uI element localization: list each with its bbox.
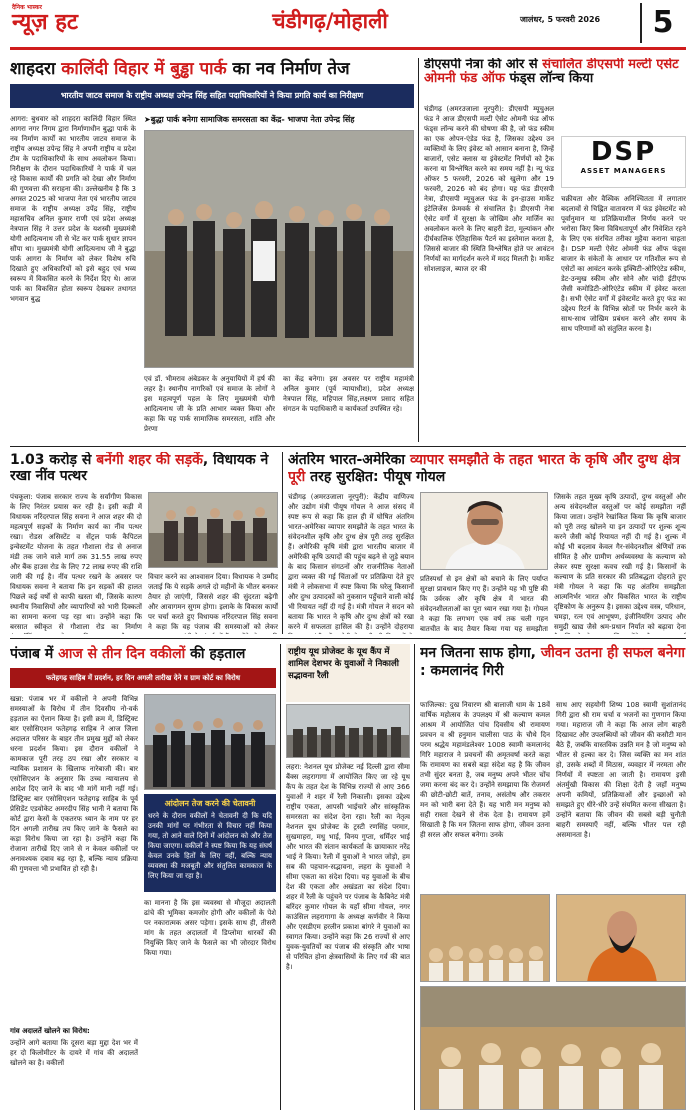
rally-illustration — [287, 705, 410, 758]
body: लहरा: नेशनल यूथ प्रोजेक्ट नई दिल्ली द्वारा सीमा बैंक्स लहरागागा में आयोजित किए जा रहे यूथ कैंप के तहत देश के विभिन्न राज्यों से आए 366 युवाओं ने शहर में रैली निकाली। इसका उद्देश्य राष्ट्रीय एकता, आपसी भाईचारे और सांस्कृतिक समरसता का संदेश देना रहा। रैली का नेतृत्व नेशनल यूथ प्रोजेक्ट के ट्रस्टी रणसिंह परमार, सुखमाहरा, मधु भाई, विनय गुप्ता, धर्मिंदर भाई और भारत की संतान कार्यकर्ता के छायाकार नरेंद्र भाई ने किया। रैली में युवाओं ने भारत जोड़ो, हम सब की पहचान-सद्भावना, लहरा के युवाओं ने सीमा एकता का संदेश दिया। यह युवाओं के बीच देश की एकता और अखंडता का संदेश दिया। शहर में रैली के पहुंचने पर पंजाब के कैबिनेट मंत्री बरिंदर कुमार गोयल के यहाँ सीमा गोयल, नगर काउंसिल लहरागागा के अध्यक्ष कर्णवीर ने किया और एसडीएम हरलीन प्रकाश बांगरे ने युवाओं का स्वागत किया। उन्होंने कहा कि 26 राज्यों से आए युवक-युवतियों का पंजाब की संस्कृति और भाषा से परिचित होना क्षेत्रवासियों के लिए गर्व की बात है। — [286, 763, 410, 971]
headline-part: अंतरिम भारत-अमेरिका — [288, 452, 410, 468]
headline-highlight: जीवन उतना ही सफल बनेगा — [540, 645, 686, 661]
congregation-illustration — [421, 895, 550, 982]
guru-portrait-photo — [556, 894, 686, 982]
dsp-logo-sub: ASSET MANAGERS — [580, 167, 667, 175]
ceremony-illustration — [149, 493, 278, 568]
headline-highlight: कालिंदी विहार में बुड्ढा पार्क — [61, 59, 227, 79]
body-col2: विचार करने का आश्वासन दिया। विधायक ने उम्मीद जताई कि ये सड़कें अगले दो महीनों के भीतर बनकर तैयार हो जाएंगी, जिससे शहर की सुंदरता बढ़ेगी और आवागमन सुगम होगा। इलाके के विकास कार्यों पर चर्चा करते हुए विधायक नरिंदरपाल सिंह सवना ने कहा कि वह पंजाब की समस्याओं को लेकर — [148, 573, 278, 631]
story-roads — [10, 452, 278, 634]
body-col3: का केंद्र बनेगा। इस अवसर पर राष्ट्रीय महामंत्री अनिल कुमार (पूर्व न्यायाधीश), प्रदेश अध्यक्ष नेत्रपाल सिंह, महिपाल सिंह,लक्ष्मण प्रसाद सहित संगठन के पदाधिकारी व कार्यकर्ता उपस्थित रहे। — [283, 375, 414, 413]
headline — [424, 58, 686, 100]
piyush-goyal-photo — [420, 492, 548, 570]
headline-highlight: संचालित डीएसपी मल्टी एसेट ओमनी फंड ऑफ — [424, 58, 679, 86]
portrait-illustration — [421, 493, 548, 570]
headline-highlight: व्यापार समझौते के तहत भारत के कृषि और दुग्ध क्षेत्र पूरी — [288, 452, 681, 485]
column-divider — [280, 644, 281, 1110]
dateline: जालंधर, 5 फरवरी 2026 — [520, 15, 601, 24]
headline: राष्ट्रीय यूथ प्रोजेक्ट के यूथ कैंप में शामिल देशभर के युवाओं ने निकाली सद्भावना रैली — [286, 644, 410, 702]
story-dsp-fund — [424, 58, 686, 442]
body-col2: प्रतिस्पर्धा से इन क्षेत्रों को बचाने के लिए पर्याप्त सुरक्षा प्रावधान किए गए हैं। उन्होंने यह भी पुष्टि की कि उर्वरक और कृषि क्षेत्र में भारत की संवेदनशीलताओं का पूरा ध्यान रखा गया है। गोयल ने कहा कि लगभग एक वर्ष तक चली गहन बातचीत के बाद तैयार किया गया यह समझौता — [420, 575, 548, 633]
headline — [10, 58, 414, 80]
body-col2: चक्रीयता और वैश्विक अनिश्चितता में लगातार बदलावों से चिह्नित वातावरण में फंड इंवेस्टमेंट को पूर्वानुमान या प्रतिक्रियाशील निर्णय करने पर भरोसा किए बिना विविधतापूर्ण और निवेशित रहने के लिए एक संरचित तरीका मुहैया कराना चाहता है। DSP मल्टी ऐसेट ओमनी फंड ऑफ फंड्स बाजार के संकेतों के आधार पर गतिशील रूप से एसेटों का आवंटन करके इक्विटी-ओरिएंटेड स्कीम, डेट-उन्मुख स्कीम और सोने और चांदी ईटीएफ जैसी कमोडिटी-ओरिएंटेड स्कीम में इंवेस्ट करता है। सभी ऐसेट वर्गों में इंवेस्टमेंट करते हुए फंड का उद्देश्य रिटर्न के विभिन्न स्रोतों पर निर्भर करने के साथ-साथ जोखिम प्रबंधन करने और समय के साथ परिणामों को संतुलित करना है। — [561, 195, 686, 333]
headline-highlight: बनेंगी शहर की सड़कें — [96, 452, 203, 468]
devotees-illustration — [421, 987, 686, 1110]
body-col2: का मानना है कि इस व्यवस्था से मौजूदा अदालती ढांचे की भूमिका कमजोर होगी और वकीलों के पेशे पर नकारात्मक असर पड़ेगा। इसके साथ ही, तीसरी मांग के तहत अदालतों में डिप्लोमा धारकों की नियुक्ति किए जाने के फैसले का भी जोरदार विरोध किया गया। — [144, 899, 276, 957]
headline-part: की हड़ताल — [185, 646, 246, 662]
column-divider — [282, 452, 283, 634]
story-buddha-park — [10, 58, 414, 442]
masthead-logo-small: दैनिक भास्कर — [12, 4, 42, 11]
body-col1: फाजिल्का: दुख निवारण श्री बालाजी धाम के 18वें वार्षिक महोत्सव के उपलक्ष्य में श्री कल्याण कमल आश्रम में आयोजित पांच दिवसीय श्री रामायण प्रवचन व श्री हनुमान चालीसा पाठ के चौथे दिन परम श्रद्धेय महामंडलेश्वर 1008 स्वामी कमलानंद गिरि महाराज ने प्रवचनों की अमृतवर्षा करते कहा कि रामायण का सबसे बड़ा संदेश यह है कि जीवन तभी सुंदर बनता है, जब मनुष्य अपने भीतर चोंच जमा करना बंद कर दे। उन्होंने समझाया कि रोजमर्रा की छोटी-छोटी बातें, तनाव, असंतोष और तकरार मन को भारी बना देते हैं। यह भारी मन मनुष्य को सही रास्ता देखने से रोक देता है। रामायण हमें सिखाती है कि मन जितना साफ होगा, जीवन उतना ही सरल और सफल बनेगा। उनके — [420, 701, 550, 839]
headline-part: 1.03 करोड़ से — [10, 452, 97, 468]
headline — [10, 452, 278, 488]
congregation-photo — [420, 894, 550, 982]
headline — [10, 644, 276, 664]
inset-title: आंदोलन तेज करने की चेतावनी — [164, 799, 256, 808]
body-col1: चंडीगढ़ (अमरउजाला नूरपुरी): केंद्रीय वाणिज्य और उद्योग मंत्री पीयूष गोयल ने आज संसद में स्पष्ट रूप से कहा कि हाल ही में घोषित अंतरिम भारत-अमेरिका व्यापार समझौते के तहत भारत के संवेदनशील कृषि और दुग्ध क्षेत्र पूरी तरह सुरक्षित हैं। अमेरिकी कृषि मंत्री द्वारा भारतीय बाजार में अमेरिकी कृषि उत्पादों की पहुंच बढ़ने से जुड़े बयान के बाद किसान संगठनों और राजनीतिक नेताओं द्वारा व्यक्त की गई चिंताओं पर प्रतिक्रिया देते हुए मंत्री ने लोकसभा में स्पष्ट किया कि घरेलू किसानों और दुग्ध उत्पादकों को नुकसान पहुँचाने वाली कोई भी रियायत नहीं दी गई है। मंत्री गोयल ने सदन को बताया कि भारत ने कृषि और दुग्ध क्षेत्रों को रखा करने में सफलता हासिल की है। उन्होंने दोहराया — [288, 493, 414, 631]
headline-part: फंड्स लॉन्च किया — [505, 71, 594, 86]
masthead — [0, 0, 696, 56]
headline-part: , विधायक ने रखा नींव पत्थर — [10, 452, 269, 484]
story-youth-rally — [286, 644, 410, 1110]
strap: फतेहगढ़ साहिब में प्रदर्शन, हर दिन अगली तारीख देने व ग्राम कोर्ट का विरोध — [10, 668, 276, 688]
body-col1-cont: उन्होंने आगे बताया कि दूसरा बड़ा मुद्दा देश भर में हर दो किलोमीटर के दायरे में गांव की अदालतें खोलने का है। वकीलों — [10, 1039, 138, 1067]
column-divider — [418, 58, 419, 442]
section-title: चंडीगढ़/मोहाली — [272, 9, 388, 33]
roads-ceremony-photo — [148, 492, 278, 568]
inset-box — [144, 794, 276, 892]
story-lawyers-strike — [10, 644, 276, 1110]
row-divider — [10, 638, 686, 639]
guru-illustration — [557, 895, 686, 982]
body-col1: चंडीगढ़ (अमरउजाला नूरपुरी): डीएसपी म्यूचुअल फंड ने आज डीएसपी मल्टी ऐसेट ओमनी फंड ऑफ फंड्स लॉन्च करने की घोषणा की है, जो फंड स्कीम का एक ओपन-एंडेड फंड है, जिसका उद्देश्य उन व्यक्तियों के लिए इंवेस्ट को आसान बनाना है, जिन्हें बाजारों, एसेट क्लास या इंवेस्टमेंट निर्णयों को ट्रैक करना या विश्लेषित करने का समय नहीं है। न्यू फंड ऑफर 5 फरवरी, 2026 को खुलेगा और 19 फरवरी, 2026 को बंद होगा। यह फंड डीएसपी नेत्रा, डीएसपी म्यूचुअल फंड के इन-हाउस मार्केट इंटेलिजेंस फ्रेमवर्क से संचालित है। डीएसपी नेत्रा ऐसेट वर्गों में सुरक्षा के जोखिम और मार्जिन का अवलोकन करने के लिए बाहरी डेटा, मूल्यांकन और दीर्घकालिक ऐतिहासिक पैटर्न का इस्तेमाल करता है, जिससे बाजार की स्थिति विश्लेषित होते पर आवंटन निर्णयों का मार्गदर्शन करने में मदद मिलती है। मार्केट सोशलाइज, ब्याज दर की — [424, 105, 554, 273]
headline-part: तरह सुरक्षित: पीयूष गोयल — [305, 469, 446, 485]
kicker-arrow-icon: ➤ — [144, 115, 151, 124]
kicker — [144, 114, 414, 125]
protest-illustration — [145, 695, 276, 790]
body-col1: आगरा: बुधवार को शाहदरा कालिंदी विहार स्थित आगरा नगर निगम द्वारा निर्माणाधीन बुद्धा पार्क के नव निर्माण कार्यों का भारतीय जाटव समाज के राष्ट्रीय अध्यक्ष उपेन्द्र सिंह ने अपनी राष्ट्रीय व प्रदेश टीम के पदाधिकारियों के साथ अवलोकन किया। निरीक्षण के दौरान पदाधिकारियों ने पार्क में चल रहे विकास कार्यों की प्रगति को देखा और निर्माण की गुणवत्ता की सराहना की। उल्लेखनीय है कि 3 अगस्त 2025 को भाजपा नेता एवं भारतीय जाटव समाज के राष्ट्रीय अध्यक्ष उपेंद्र सिंह, राष्ट्रीय महासचिव अनिल कुमार राणी एवं प्रदेश अध्यक्ष नेत्रपाल सिंह ने उत्तर प्रदेश के यशस्वी मुख्यमंत्री योगी आदित्यनाथ जी से भेंट कर पार्क सुधार ज्ञापन सौंपा था। मुख्यमंत्री योगी आदित्यनाथ जी ने बुद्धा पार्क आगरा के निर्माण को लेकर विशेष रुचि दिखाते हुए अधिकारियों को इसे बहुद एवं भव्य स्वरूप में विकसित करने के निर्देश दिए थे। आज पार्क का विकसित होता स्वरूप देखकर तथागत भगवान बुद्ध — [10, 115, 136, 303]
subhead: गांव अदालतें खोलने का विरोध: — [10, 1027, 90, 1035]
row-divider — [10, 446, 686, 447]
devotees-photo — [420, 986, 686, 1110]
story-trade-deal — [288, 452, 686, 634]
body-col3: जिसके तहत मुख्य कृषि उत्पादों, दुग्ध वस्तुओं और अन्य संवेदनशील वस्तुओं पर कोई समझौता नहीं किया जाता। उन्होंने रेखांकित किया कि कृषि बाजार को पूरी तरह खोलने या इन उत्पादों पर शुल्क शून्य करने जैसी कोई रियायत नहीं दी गई है। शुल्क में कोई भी बदलाव केवल गैर-संवेदनशील श्रेणियों तक सीमित है और ग्रामीण अर्थव्यवस्था के कल्याण को लेकर स्पष्ट सुरक्षा कवच रखी गई है। किसानों के कल्याण के प्रति सरकार की प्रतिबद्धता दोहराते हुए मंत्री गोयल ने कहा कि यह अंतरिम समझौता आत्मनिर्भर भारत और विकसित भारत के राष्ट्रीय दृष्टिकोण के अनुरूप है। इसका उद्देश्य वस्त्र, परिधान, चमड़ा, रत्न एवं आभूषण, इंजीनियरिंग उत्पाद और समुद्री खाद्य जैसे श्रम-प्रधान निर्यात को बढ़ावा देना — [554, 493, 686, 631]
body-col2: एवं डॉ. भीमराव अंबेडकर के अनुयायियों में हर्ष की लहर है। स्थानीय नागरिकों एवं समाज के लोगों ने इस महत्वपूर्ण पहल के लिए मुख्यमंत्री योगी आदित्यनाथ जी के प्रति आभार व्यक्त किया और कहा कि यह पार्क सामाजिक समरसता, शांति और प्रेरणा — [144, 375, 275, 433]
headline-part: शाहदरा — [10, 59, 62, 79]
headline — [288, 452, 686, 488]
dsp-logo-text: DSP — [590, 137, 657, 167]
body-col1: पंचकूला: पंजाब सरकार राज्य के सर्वांगीण विकास के लिए निरंतर प्रयास कर रही है। इसी कड़ी में विधायक नरिंदरपाल सिंह सवना ने आज शहर की दो महत्वपूर्ण सड़कों के निर्माण कार्य का नींव पत्थर रखा। रोडस असिस्टेंट व सेंट्रल पार्क कैपिटल इन्वेस्टमेंट योजना के तहत गौशाला रोड से अनाज मंडी तक जाने वाले मार्ग तक 31.55 लाख रुपए और बैंक हाउस रोड के लिए 72 लाख रुपए की राशि जारी की गई है। नींव पत्थर रखने के अवसर पर विधायक सवना ने बताया कि इन सड़कों की हालत पिछले कई वर्षों से काफी खस्ता थी, जिसके कारण स्थानीय निवासियों और व्यापारियों को भारी दिक्कतों का सामना करना पड़ रहा था। उन्होंने कहा कि बरसात स्वीकृत से गौशाला रोड का निर्माण — [10, 493, 142, 631]
body-col1: खन्ना: पंजाब भर में वकीलों ने अपनी विभिन्न समस्याओं के विरोध में तीन दिवसीय नो-वर्क हड़ताल का ऐलान किया है। इसी क्रम में, डिस्ट्रिक्ट बार एसोसिएशन फतेहगढ़ साहिब ने आज जिला अदालत परिसर के बाहर तीन प्रमुख मुद्दों को लेकर धरना प्रदर्शन किया। इस दौरान वकीलों ने कामकाज पूरी तरह ठप रखा और सरकार व न्यायिक प्रशासन के खिलाफ नारेबाजी की। बार एसोसिएशन के अनुसार कि उच्च न्यायालय से आदेश दिए जाने के बाद भी मांगें मानी नहीं गई। डिस्ट्रिक्ट बार एसोसिएशन फतेहगढ़ साहिब के पूर्व प्रेसिडेंट एडवोकेट अमरदीप सिंह भानी ने बताया कि कोर्ट द्वारा केसों के एकतरफ ध्यान के नाम पर हर दिन अगली तारीख तय किए जाने के फैसले का कड़ा विरोध किया जा रहा है। उन्होंने कहा कि रोजाना तारीखें दिए जाने से न केवल वकीलों पर अनावश्यक दबाव बढ़ रहा है, बल्कि न्याय प्रक्रिया की गुणवत्ता भी प्रभावित हो रही है। — [10, 695, 138, 873]
body-col2: साथ आए सहयोगी शिष्य 108 स्वामी सुशांतानंद गिरी द्वारा श्री राम चर्चा व भजनों का गुणगान किया गया। महाराज जी ने कहा कि आज लोग बाहरी दिखावट और उपलब्धियों को जीवन की कसौटी मान बैठे हैं, जबकि वास्तविक उन्नति मन है जो मनुष्य को भीतर से हल्का कर दे। जिस व्यक्ति का मन शांत हो, उसके शब्दों में मिठास, व्यवहार में नरमता और निर्णयों में स्पष्टता आ जाती है। रामायण इसी अंतर्मुखी विकास की शिक्षा देती है जहाँ मनुष्य अपनी कमियों, प्रतिक्रियाओं और इच्छाओं को समझते हुए धीरे-धीरे उन्हें संयमित करना सीखता है। उन्होंने बताया कि जीवन की सबसे बड़ी चुनौती बाहरी समस्याएँ नहीं, बल्कि भीतर पल रही असमानता है। — [556, 701, 686, 839]
kicker-text: बुद्धा पार्क बनेगा सामाजिक समरसता का केंद्र- भाजपा नेता उपेन्द्र सिंह — [150, 115, 355, 124]
headline-part: : कमलानंद गिरी — [420, 663, 504, 679]
column-divider — [414, 644, 415, 1110]
masthead-rule — [10, 47, 686, 50]
headline-highlight: आज से तीन दिन वकीलों — [58, 646, 186, 662]
story-kamlanand-giri — [420, 644, 686, 1110]
dsp-logo — [561, 136, 686, 188]
headline-part: पंजाब में — [10, 646, 59, 662]
protest-photo — [144, 694, 276, 790]
headline-part: डीएसपी नेत्रा की ओर से — [424, 58, 543, 72]
inset-body: धरने के दौरान वकीलों ने चेतावनी दी कि यदि उनकी मांगों पर गंभीरता से विचार नहीं किया गया, तो आने वाले दिनों में आंदोलन को और तेज किया जाएगा। वकीलों ने स्पष्ट किया कि यह संघर्ष केवल उनके हितों के लिए नहीं, बल्कि न्याय व्यवस्था की मजबूती और संतुलित कामकाज के लिए किया जा रहा है। — [148, 812, 272, 880]
headline-part: का नव निर्माण तेज — [226, 59, 350, 79]
group-photo-illustration — [145, 131, 414, 368]
headline-part: मन जितना साफ होगा, — [420, 645, 541, 661]
masthead-logo: न्यूज़ हट — [12, 10, 79, 35]
buddha-park-photo — [144, 130, 414, 368]
strap: भारतीय जाटव समाज के राष्ट्रीय अध्यक्ष उपेन्द्र सिंह सहित पदाधिकारियों ने किया प्रगति कार्य का निरीक्षण — [10, 84, 414, 108]
page-number: 5 — [640, 3, 684, 43]
headline — [420, 644, 686, 696]
youth-rally-photo — [286, 704, 410, 758]
